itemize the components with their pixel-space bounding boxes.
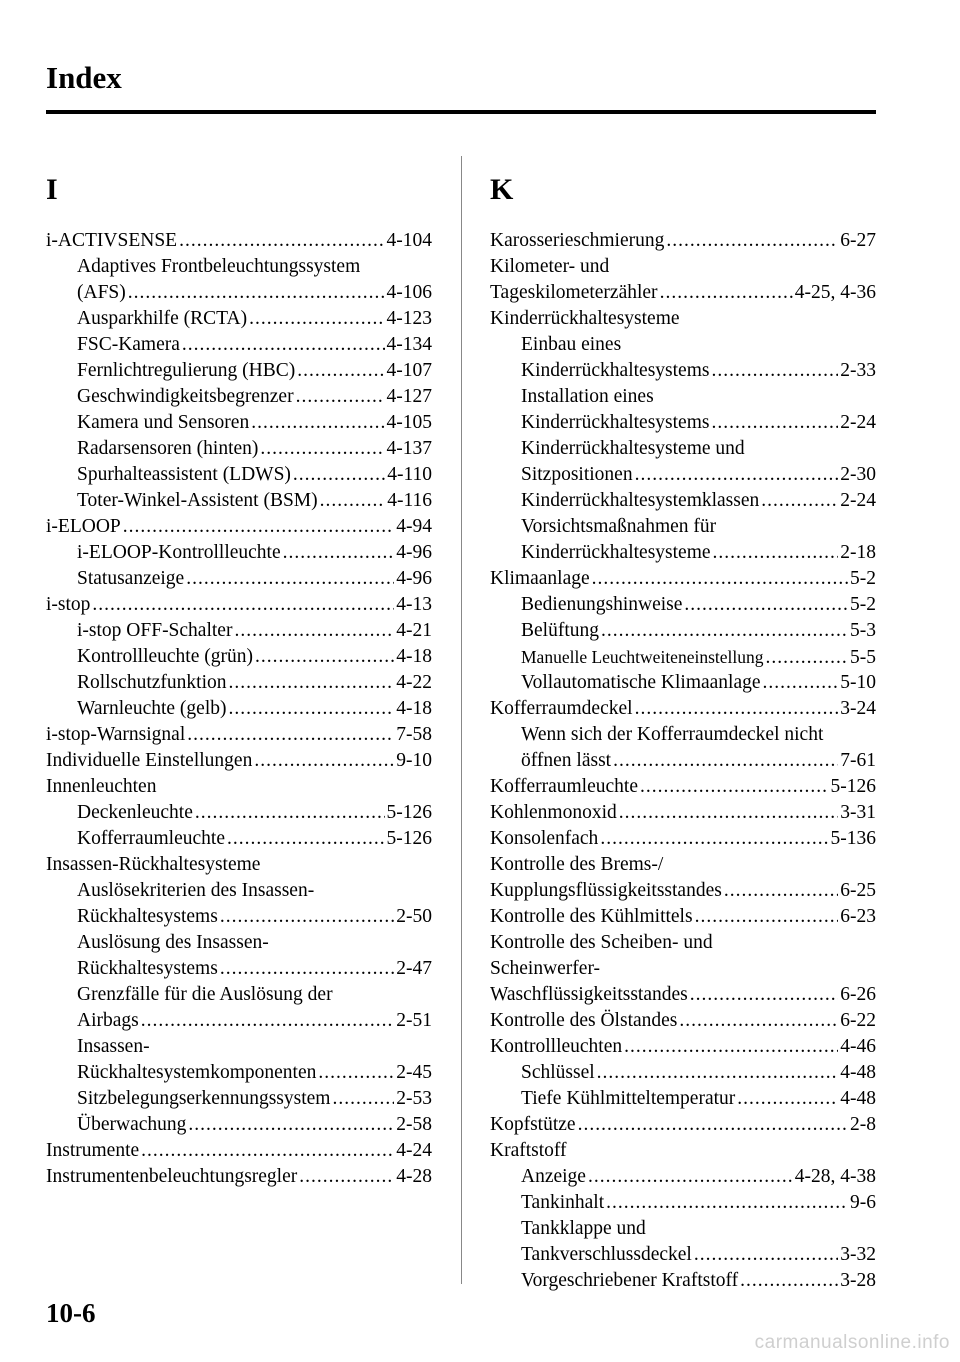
index-entry — [490, 722, 876, 748]
index-entry — [490, 540, 876, 566]
dot-leader — [123, 514, 395, 540]
index-entry-term: Schlüssel — [521, 1062, 595, 1083]
index-entry — [46, 852, 432, 878]
index-entry-page: 4-107 — [386, 360, 432, 381]
index-entry — [490, 410, 876, 436]
index-entry-term: Fernlichtregulierung (HBC) — [77, 360, 296, 381]
dot-leader — [619, 800, 839, 826]
index-entry-term: Spurhalteassistent (LDWS) — [77, 464, 291, 485]
index-entry — [46, 878, 432, 904]
index-entry-term: Adaptives Frontbeleuchtungssystem — [77, 256, 361, 277]
dot-leader — [128, 280, 385, 306]
dot-leader — [666, 228, 838, 254]
index-entry-page: 4-104 — [386, 230, 432, 251]
index-entry-term: Rückhaltesystems — [77, 906, 218, 927]
index-entry-term: Kontrolle des Scheiben- und — [490, 932, 713, 953]
index-entry — [490, 644, 876, 670]
index-entry — [490, 566, 876, 592]
index-entry — [46, 410, 432, 436]
index-entry-page: 4-116 — [387, 490, 432, 511]
index-entry-page: 4-105 — [386, 412, 432, 433]
dot-leader — [251, 410, 384, 436]
index-entry-page: 6-26 — [840, 984, 876, 1005]
dot-leader — [182, 332, 385, 358]
dot-leader — [332, 1086, 394, 1112]
index-entry — [490, 1034, 876, 1060]
index-entry — [490, 1164, 876, 1190]
index-entry-term: Airbags — [77, 1010, 139, 1031]
index-entry-term: Instrumentenbeleuchtungsregler — [46, 1166, 298, 1187]
index-entry — [490, 1216, 876, 1242]
header-rule — [46, 110, 876, 114]
index-entry — [490, 956, 876, 982]
dot-leader — [761, 488, 838, 514]
index-entry-term: Kinderrückhaltesysteme und — [521, 438, 745, 459]
index-entry — [46, 1008, 432, 1034]
index-entry-page: 9-10 — [396, 750, 432, 771]
index-entry — [46, 696, 432, 722]
index-entry-page: 3-24 — [840, 698, 876, 719]
dot-leader — [601, 618, 848, 644]
index-entry — [46, 280, 432, 306]
index-entry-term: Vollautomatische Klimaanlage — [521, 672, 761, 693]
index-entry-page: 4-13 — [396, 594, 432, 615]
page-header-title: Index — [46, 60, 122, 95]
index-entry-term: i-ELOOP-Kontrollleuchte — [77, 542, 281, 563]
index-entry-term: Karosserieschmierung — [490, 230, 665, 251]
index-entry-page: 2-53 — [396, 1088, 432, 1109]
index-entry-page: 4-123 — [386, 308, 432, 329]
index-entry — [46, 1060, 432, 1086]
dot-leader — [229, 670, 395, 696]
index-entry-term: Sitzpositionen — [521, 464, 633, 485]
dot-leader — [220, 956, 394, 982]
column-divider — [461, 156, 462, 1284]
index-entry — [46, 488, 432, 514]
index-entry-page: 4-106 — [386, 282, 432, 303]
dot-leader — [297, 358, 384, 384]
dot-leader — [624, 1034, 838, 1060]
index-entry-term: Kofferraumleuchte — [490, 776, 638, 797]
index-entry — [46, 358, 432, 384]
index-entry — [46, 618, 432, 644]
dot-leader — [740, 1268, 838, 1294]
index-entry — [46, 800, 432, 826]
section-letter: I — [46, 173, 58, 206]
index-entry-term: Ausparkhilfe (RCTA) — [77, 308, 248, 329]
dot-leader — [660, 280, 793, 306]
index-entry — [46, 332, 432, 358]
dot-leader — [141, 1008, 395, 1034]
index-entry-term: Warnleuchte (gelb) — [77, 698, 227, 719]
index-entry-term: Scheinwerfer- — [490, 958, 601, 979]
index-entry — [46, 722, 432, 748]
index-entry-page: 4-28, 4-38 — [794, 1166, 876, 1187]
index-entry-term: Insassen- — [77, 1036, 150, 1057]
index-entry-term: Konsolenfach — [490, 828, 599, 849]
dot-leader — [296, 384, 385, 410]
index-entry — [490, 1268, 876, 1294]
index-entry-page: 4-127 — [386, 386, 432, 407]
index-entry-page: 4-24 — [396, 1140, 432, 1161]
index-entry-term: Kohlenmonoxid — [490, 802, 617, 823]
index-entry-page: 5-5 — [850, 647, 876, 668]
index-entry — [46, 670, 432, 696]
dot-leader — [249, 306, 384, 332]
index-entry-page: 4-22 — [396, 672, 432, 693]
index-entry-page: 4-137 — [386, 438, 432, 459]
index-entry — [490, 930, 876, 956]
index-entry — [46, 254, 432, 280]
index-entry-term: Individuelle Einstellungen — [46, 750, 253, 771]
index-entry-page: 2-8 — [850, 1114, 876, 1135]
index-entry-term: Kontrolle des Kühlmittels — [490, 906, 693, 927]
dot-leader — [597, 1060, 839, 1086]
watermark: carmanualsonline.info — [754, 1332, 950, 1353]
dot-leader — [227, 826, 385, 852]
index-entry-term: i-stop OFF-Schalter — [77, 620, 233, 641]
index-entry-term: Rollschutzfunktion — [77, 672, 227, 693]
index-entry-term: Instrumente — [46, 1140, 140, 1161]
index-entry-term: i-ELOOP — [46, 516, 121, 537]
dot-leader — [260, 436, 384, 462]
dot-leader — [234, 618, 394, 644]
index-entry-list — [46, 228, 432, 1190]
index-entry-page: 6-22 — [840, 1010, 876, 1031]
index-entry-term: Kinderrückhaltesystemklassen — [521, 490, 760, 511]
index-entry — [46, 566, 432, 592]
index-entry-page: 5-136 — [830, 828, 876, 849]
index-entry-term: Kilometer- und — [490, 256, 610, 277]
index-entry-page: 4-110 — [387, 464, 432, 485]
index-entry-term: Kinderrückhaltesysteme — [490, 308, 680, 329]
dot-leader — [195, 800, 385, 826]
dot-leader — [179, 228, 384, 254]
index-entry — [46, 1112, 432, 1138]
index-entry-term: Wenn sich der Kofferraumdeckel nicht — [521, 724, 824, 745]
index-entry-page: 6-25 — [840, 880, 876, 901]
dot-leader — [283, 540, 395, 566]
index-entry — [490, 332, 876, 358]
dot-leader — [724, 878, 838, 904]
index-entry — [46, 384, 432, 410]
index-entry-page: 4-96 — [396, 542, 432, 563]
index-entry-term: FSC-Kamera — [77, 334, 180, 355]
dot-leader — [92, 592, 394, 618]
index-entry-term: i-stop-Warnsignal — [46, 724, 186, 745]
index-entry — [490, 826, 876, 852]
index-entry-term: i-stop — [46, 594, 91, 615]
index-entry-term: Sitzbelegungserkennungssystem — [77, 1088, 331, 1109]
dot-leader — [695, 904, 839, 930]
index-entry-term: Kontrollleuchte (grün) — [77, 646, 253, 667]
dot-leader — [766, 645, 849, 671]
index-entry-page: 5-10 — [840, 672, 876, 693]
index-entry-page: 2-18 — [840, 542, 876, 563]
index-entry-term: Kofferraumdeckel — [490, 698, 633, 719]
dot-leader — [679, 1008, 838, 1034]
index-entry — [490, 436, 876, 462]
index-entry-term: Kupplungsflüssigkeitsstandes — [490, 880, 722, 901]
index-entry — [490, 878, 876, 904]
index-entry-page: 5-3 — [850, 620, 876, 641]
index-entry-term: Kontrollleuchten — [490, 1036, 623, 1057]
index-entry-page: 4-21 — [396, 620, 432, 641]
index-entry-term: Anzeige — [521, 1166, 586, 1187]
index-entry — [490, 800, 876, 826]
index-entry — [46, 306, 432, 332]
index-entry-term: Auslösekriterien des Insassen- — [77, 880, 315, 901]
index-entry-page: 6-27 — [840, 230, 876, 251]
index-entry-term: Vorgeschriebener Kraftstoff — [521, 1270, 739, 1291]
dot-leader — [737, 1086, 838, 1112]
dot-leader — [220, 904, 394, 930]
index-entry-term: Insassen-Rückhaltesysteme — [46, 854, 261, 875]
index-entry-term: Kinderrückhaltesystems — [521, 360, 710, 381]
index-entry-term: Klimaanlage — [490, 568, 590, 589]
index-entry — [490, 280, 876, 306]
index-entry-term: Deckenleuchte — [77, 802, 193, 823]
index-entry-term: Kontrolle des Ölstandes — [490, 1010, 678, 1031]
index-entry — [490, 982, 876, 1008]
index-entry-term: Vorsichtsmaßnahmen für — [521, 516, 717, 537]
index-entry-term: Kofferraumleuchte — [77, 828, 225, 849]
index-entry — [46, 514, 432, 540]
index-entry-page: 2-45 — [396, 1062, 432, 1083]
dot-leader — [711, 410, 838, 436]
index-entry-page: 2-33 — [840, 360, 876, 381]
index-entry — [46, 956, 432, 982]
index-entry-page: 5-126 — [386, 828, 432, 849]
index-entry-page: 2-50 — [396, 906, 432, 927]
dot-leader — [186, 566, 394, 592]
index-entry-page: 4-94 — [396, 516, 432, 537]
dot-leader — [320, 488, 386, 514]
index-entry-page: 4-134 — [386, 334, 432, 355]
dot-leader — [640, 774, 829, 800]
index-entry-term: i-ACTIVSENSE — [46, 230, 178, 251]
index-entry-term: Rückhaltesystems — [77, 958, 218, 979]
index-entry-term: Toter-Winkel-Assistent (BSM) — [77, 490, 318, 511]
index-entry — [46, 1164, 432, 1190]
index-entry — [46, 826, 432, 852]
dot-leader — [694, 1242, 838, 1268]
dot-leader — [592, 566, 848, 592]
dot-leader — [690, 982, 839, 1008]
index-entry-page: 2-51 — [396, 1010, 432, 1031]
index-entry-term: Manuelle Leuchtweiteneinstellung — [521, 647, 764, 667]
index-entry — [490, 1112, 876, 1138]
index-entry — [490, 592, 876, 618]
dot-leader — [188, 1112, 394, 1138]
index-entry — [490, 254, 876, 280]
index-entry — [46, 592, 432, 618]
index-entry-page: 9-6 — [850, 1192, 876, 1213]
index-entry-term: Tageskilometerzähler — [490, 282, 658, 303]
index-entry-page: 2-58 — [396, 1114, 432, 1135]
dot-leader — [293, 462, 385, 488]
index-entry-term: Tiefe Kühlmitteltemperatur — [521, 1088, 736, 1109]
index-entry — [490, 904, 876, 930]
dot-leader — [635, 696, 839, 722]
page-number: 10-6 — [46, 1298, 96, 1328]
dot-leader — [578, 1112, 848, 1138]
index-entry-term: Auslösung des Insassen- — [77, 932, 269, 953]
dot-leader — [613, 748, 838, 774]
index-entry-page: 4-18 — [396, 698, 432, 719]
index-entry-term: Kinderrückhaltesysteme — [521, 542, 711, 563]
index-entry-list — [490, 228, 876, 1294]
index-entry-term: (AFS) — [77, 282, 126, 303]
index-entry — [46, 644, 432, 670]
index-entry-page: 7-58 — [396, 724, 432, 745]
index-entry-term: Radarsensoren (hinten) — [77, 438, 259, 459]
index-entry-term: Überwachung — [77, 1114, 187, 1135]
index-entry-page: 4-18 — [396, 646, 432, 667]
dot-leader — [711, 358, 838, 384]
dot-leader — [228, 696, 394, 722]
index-entry — [46, 228, 432, 254]
index-entry — [490, 462, 876, 488]
dot-leader — [187, 722, 394, 748]
index-entry-term: Geschwindigkeitsbegrenzer — [77, 386, 294, 407]
index-entry — [46, 1086, 432, 1112]
index-entry-page: 2-30 — [840, 464, 876, 485]
index-entry-term: Kopfstütze — [490, 1114, 576, 1135]
index-entry-term: Rückhaltesystemkomponenten — [77, 1062, 317, 1083]
index-entry — [490, 1086, 876, 1112]
index-entry-term: Kontrolle des Brems-/ — [490, 854, 664, 875]
index-entry — [46, 462, 432, 488]
index-entry — [490, 514, 876, 540]
index-entry-page: 3-32 — [840, 1244, 876, 1265]
index-entry — [490, 696, 876, 722]
index-entry-page: 4-28 — [396, 1166, 432, 1187]
dot-leader — [713, 540, 839, 566]
index-entry-page: 5-126 — [386, 802, 432, 823]
dot-leader — [606, 1190, 848, 1216]
index-entry — [490, 1190, 876, 1216]
index-entry-term: Belüftung — [521, 620, 599, 641]
index-entry-term: Grenzfälle für die Auslösung der — [77, 984, 333, 1005]
index-entry-term: Kamera und Sensoren — [77, 412, 250, 433]
index-entry-page: 4-48 — [840, 1088, 876, 1109]
index-entry — [490, 1242, 876, 1268]
index-entry — [490, 488, 876, 514]
index-entry — [490, 1008, 876, 1034]
index-entry — [46, 540, 432, 566]
index-entry-page: 4-46 — [840, 1036, 876, 1057]
dot-leader — [763, 670, 839, 696]
index-entry-term: öffnen lässt — [521, 750, 612, 771]
index-entry-page: 3-28 — [840, 1270, 876, 1291]
index-entry — [46, 774, 432, 800]
dot-leader — [684, 592, 848, 618]
index-entry — [490, 852, 876, 878]
index-entry — [490, 228, 876, 254]
index-entry-page: 4-25, 4-36 — [794, 282, 876, 303]
index-entry-page: 4-96 — [396, 568, 432, 589]
index-entry-page: 5-2 — [850, 594, 876, 615]
index-entry-term: Innenleuchten — [46, 776, 157, 797]
section-letter: K — [490, 173, 514, 206]
index-entry-page: 2-47 — [396, 958, 432, 979]
index-entry-term: Installation eines — [521, 386, 654, 407]
index-entry-page: 5-126 — [830, 776, 876, 797]
index-entry-term: Kinderrückhaltesystems — [521, 412, 710, 433]
index-entry — [46, 1034, 432, 1060]
index-entry-page: 2-24 — [840, 490, 876, 511]
index-entry — [490, 670, 876, 696]
index-column-left — [46, 170, 432, 1190]
dot-leader — [600, 826, 828, 852]
dot-leader — [141, 1138, 394, 1164]
index-entry — [490, 748, 876, 774]
dot-leader — [255, 644, 394, 670]
index-entry — [46, 436, 432, 462]
dot-leader — [318, 1060, 394, 1086]
index-entry-term: Tankklappe und — [521, 1218, 646, 1239]
dot-leader — [299, 1164, 394, 1190]
dot-leader — [588, 1164, 793, 1190]
index-entry-term: Einbau eines — [521, 334, 622, 355]
index-entry-page: 5-2 — [850, 568, 876, 589]
dot-leader — [254, 748, 394, 774]
index-entry — [490, 358, 876, 384]
index-entry-page: 3-31 — [840, 802, 876, 823]
index-entry-term: Tankinhalt — [521, 1192, 605, 1213]
index-entry-term: Bedienungshinweise — [521, 594, 683, 615]
index-entry — [490, 1060, 876, 1086]
dot-leader — [635, 462, 839, 488]
index-entry — [490, 774, 876, 800]
index-entry-page: 6-23 — [840, 906, 876, 927]
index-entry — [46, 1138, 432, 1164]
index-entry — [490, 618, 876, 644]
index-entry — [46, 982, 432, 1008]
index-entry-page: 7-61 — [840, 750, 876, 771]
index-entry-page: 2-24 — [840, 412, 876, 433]
index-entry-page: 4-48 — [840, 1062, 876, 1083]
index-entry-term: Waschflüssigkeitsstandes — [490, 984, 688, 1005]
index-entry — [46, 748, 432, 774]
index-entry-term: Kraftstoff — [490, 1140, 567, 1161]
index-entry — [490, 306, 876, 332]
index-column-right — [490, 170, 876, 1294]
index-entry-term: Tankverschlussdeckel — [521, 1244, 692, 1265]
index-entry-term: Statusanzeige — [77, 568, 185, 589]
index-entry — [490, 384, 876, 410]
index-entry — [490, 1138, 876, 1164]
index-entry — [46, 930, 432, 956]
index-entry — [46, 904, 432, 930]
